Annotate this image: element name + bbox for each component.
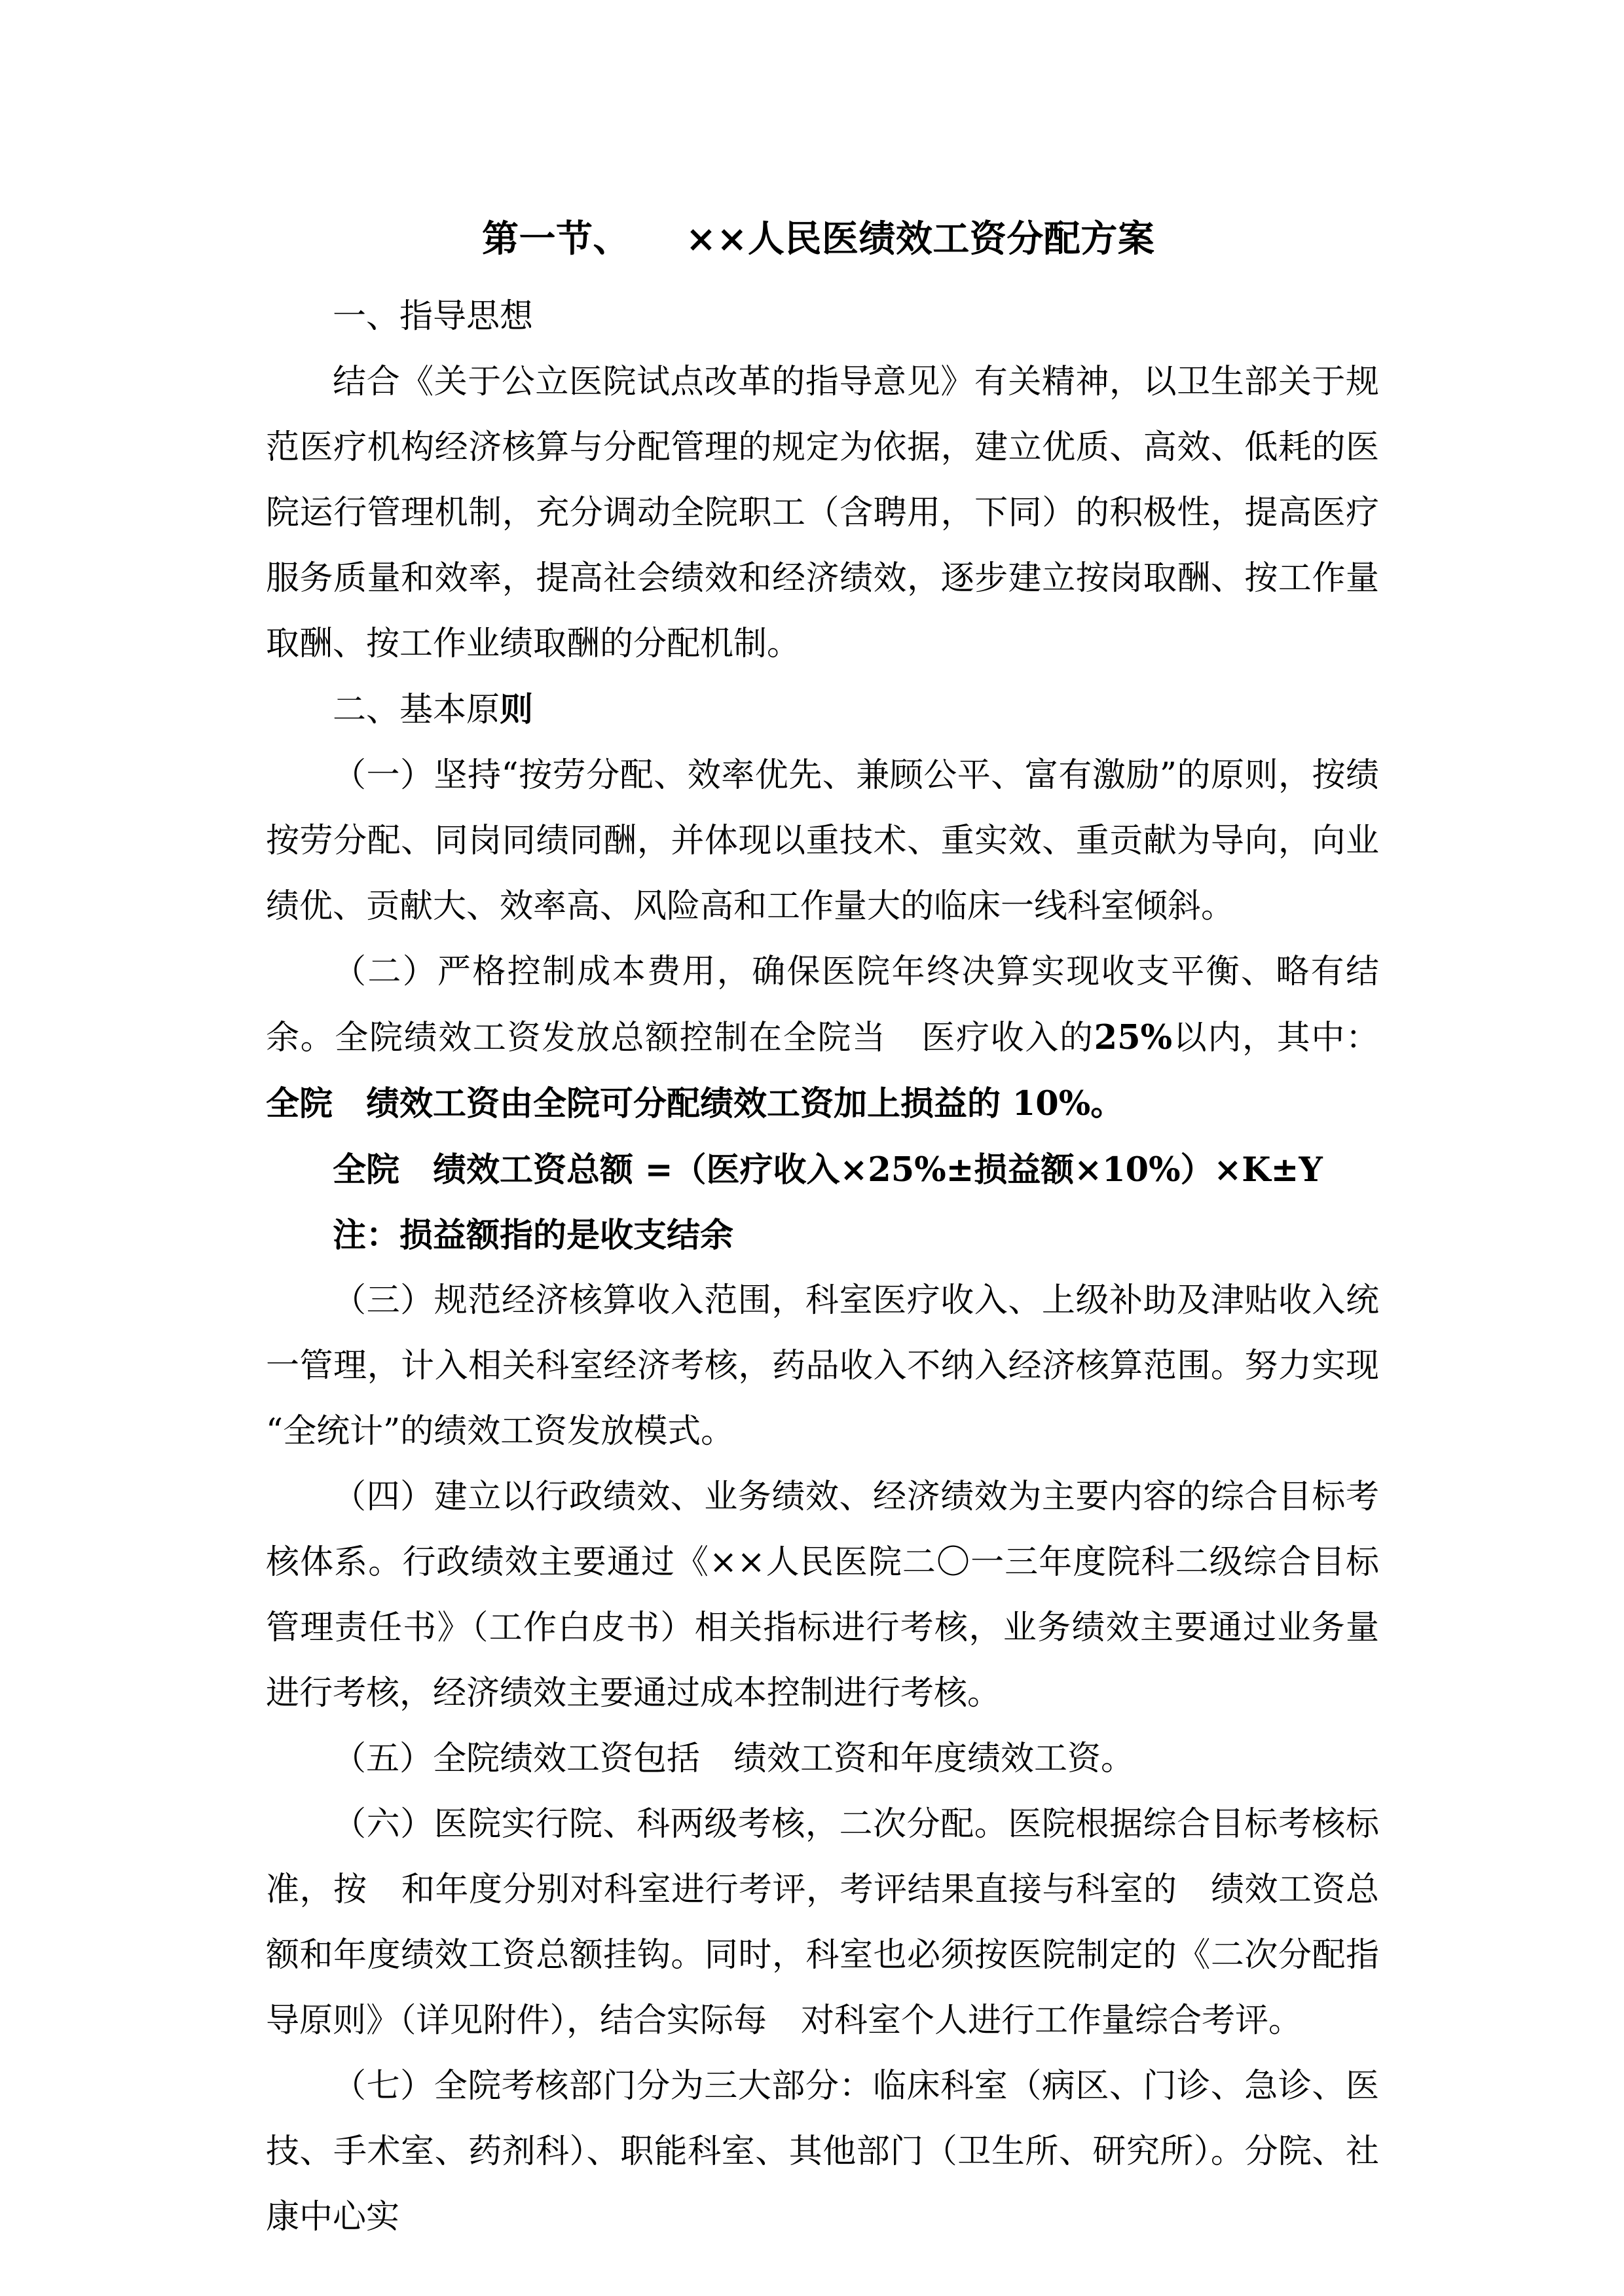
section-heading-guiding-thought: 一、指导思想 [333,297,534,336]
principle-item-4: （四）建立以行政绩效、业务绩效、经济绩效为主要内容的综合目标考核体系。行政绩效主要通过《××人民医院二〇一三年度院科二级综合目标管理责任书》（工作白皮书）相关指标进行考核，业务绩效主要通过业务量进行考核，经济绩效主要通过成本控制进行考核。 [266,1478,1379,1713]
principle-item-6 [266,1792,1379,2054]
page-title: 第一节、 ××人民医绩效工资分配方案 [482,217,1155,261]
principle-item-5: （五）全院绩效工资包括 绩效工资和年度绩效工资。 [333,1740,1135,1778]
principle-item-2-bold-tail: 全院 绩效工资由全院可分配绩效工资加上损益的 10%。 [266,1084,1124,1123]
section-heading-basic-principles-text: 二、基本原 [333,691,500,729]
section-heading-basic-principles [266,677,1379,743]
principle-item-2-text-b: 医疗收入的 [920,1019,1094,1057]
document-body [266,216,1379,2250]
principle-item-2-percent: 25% [1094,1018,1173,1057]
principle-item-2-text-c: 以内，其中： [1172,1019,1379,1057]
formula-total-performance-pay: 全院 绩效工资总额 =（医疗收入×25%±损益额×10%）×K±Y [333,1150,1323,1190]
principle-item-6-text-a: （六）医院实行院、科两级考核，二次分配。医院根据综合目标考核标准，按 [266,1805,1379,1909]
section-heading-basic-principles-bold: 则 [500,690,534,729]
principle-item-7: （七）全院考核部门分为三大部分：临床科室（病区、门诊、急诊、医技、手术室、药剂科）、职能科室、其他部门（卫生所、研究所）。分院、社康中心实 [266,2067,1379,2236]
formula-note: 注：损益额指的是收支结余 [333,1216,734,1255]
principle-item-2-text-a: （二）严格控制成本费用，确保医院年终决算实现收支平衡、略有结余。全院绩效工资发放总额控制在全院当 [266,953,1379,1057]
principle-item-2 [266,939,1379,1137]
principle-item-1: （一）坚持“按劳分配、效率优先、兼顾公平、富有激励”的原则，按绩按劳分配、同岗同绩同酬，并体现以重技术、重实效、重贡献为导向，向业绩优、贡献大、效率高、风险高和工作量大的临床一线科室倾斜。 [266,756,1379,926]
paragraph-guiding-thought: 结合《关于公立医院试点改革的指导意见》有关精神，以卫生部关于规范医疗机构经济核算与分配管理的规定为依据，建立优质、高效、低耗的医院运行管理机制，充分调动全院职工（含聘用，下同）的积极性，提高医疗服务质量和效率，提高社会绩效和经济绩效，逐步建立按岗取酬、按工作量取酬、按工作业绩取酬的分配机制。 [266,363,1379,663]
principle-item-6-text-c: 对科室个人进行工作量综合考评。 [801,2001,1302,2040]
principle-item-6-text-b: 和年度分别对科室进行考评，考评结果直接与科室的 绩效工资总额和年度绩效工资总额挂钩。同时，科室也必须按医院制定的《二次分配指导原则》（详见附件），结合实际每 [266,1870,1379,2040]
principle-item-3: （三）规范经济核算收入范围，科室医疗收入、上级补助及津贴收入统一管理，计入相关科室经济考核，药品收入不纳入经济核算范围。努力实现“全统计”的绩效工资发放模式。 [266,1281,1379,1451]
